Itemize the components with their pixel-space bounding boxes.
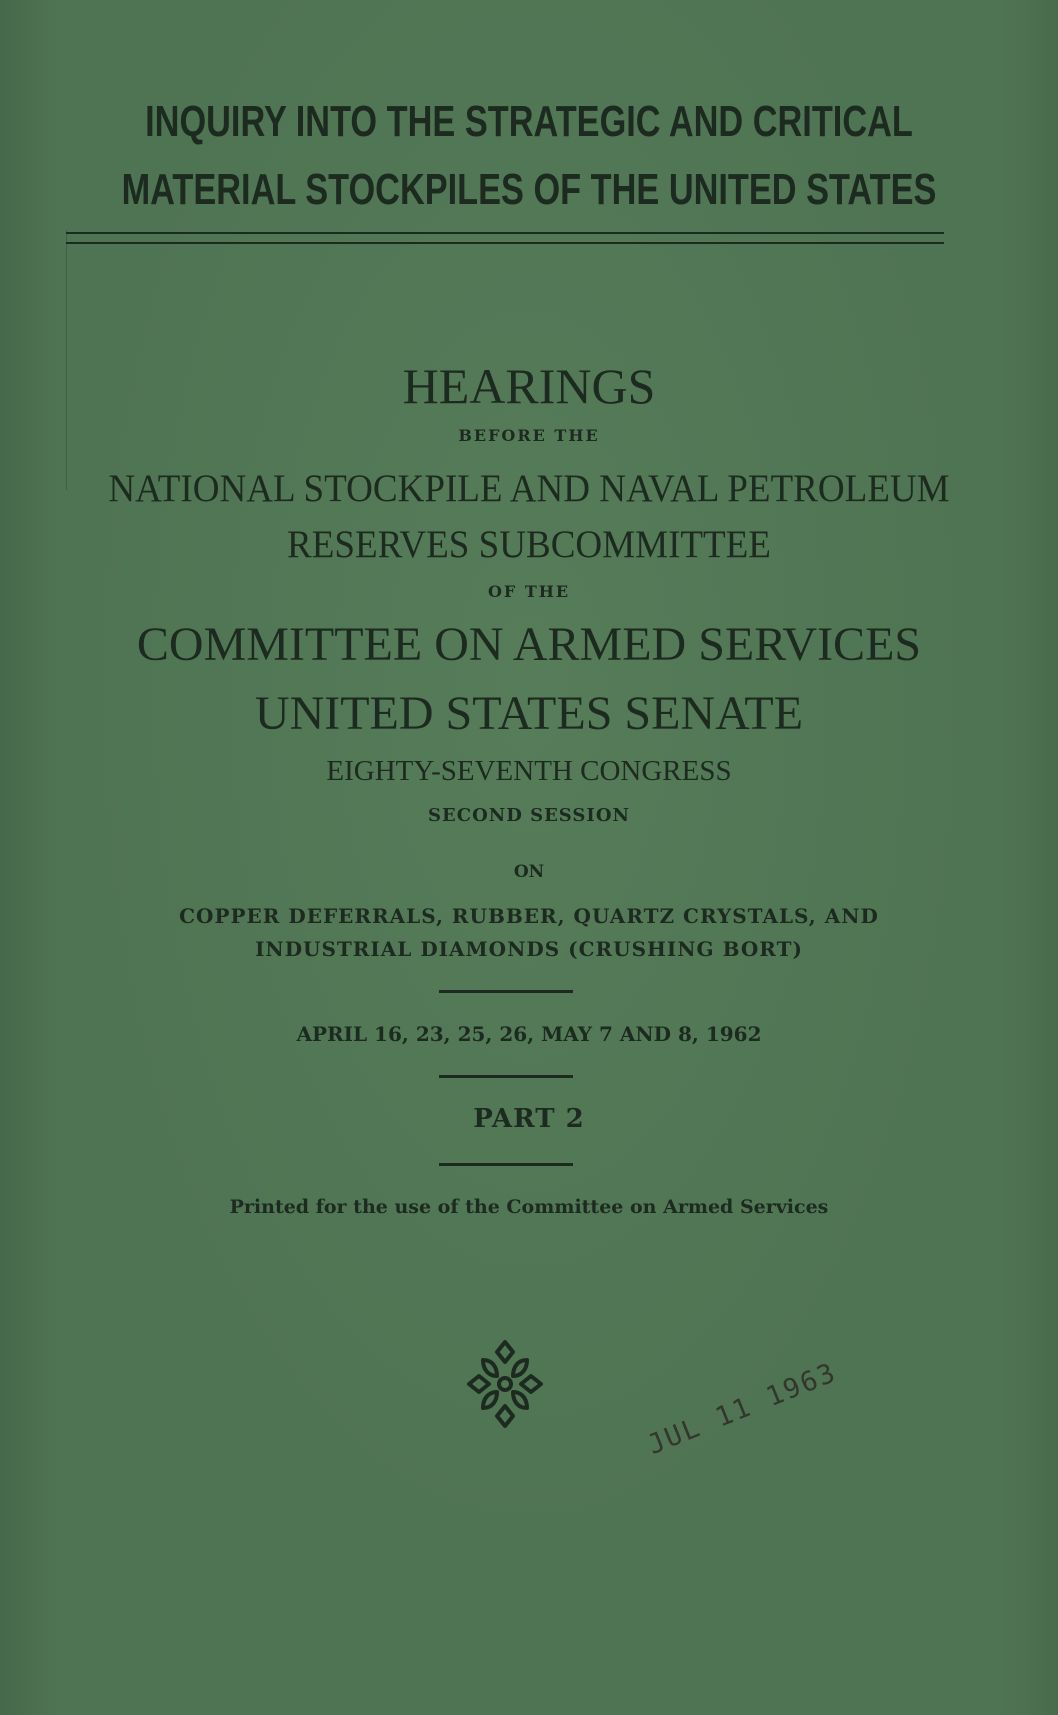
document-title <box>0 88 1058 224</box>
received-date-stamp: JUL 11 1963 <box>643 1357 842 1461</box>
hearing-dates: APRIL 16, 23, 25, 26, MAY 7 AND 8, 1962 <box>296 1022 762 1046</box>
printer-emblem-icon <box>463 1338 547 1430</box>
title-line-2: MATERIAL STOCKPILES OF THE UNITED STATES <box>121 165 937 214</box>
of-the-label: OF THE <box>487 582 571 601</box>
on-label: ON <box>513 862 545 882</box>
printed-for-note: Printed for the use of the Committee on Armed Services <box>229 1196 829 1218</box>
divider-rule <box>439 1075 573 1078</box>
divider-rule <box>439 1163 573 1166</box>
divider-rule <box>439 990 573 993</box>
title-line-1: INQUIRY INTO THE STRATEGIC AND CRITICAL <box>145 97 913 146</box>
committee-line-1: COMMITTEE ON ARMED SERVICES <box>136 618 922 671</box>
title-double-rule <box>66 232 944 244</box>
part-label: PART 2 <box>473 1104 585 1134</box>
subcommittee-line-1: NATIONAL STOCKPILE AND NAVAL PETROLEUM <box>108 467 950 510</box>
committee-line-2: UNITED STATES SENATE <box>254 687 804 740</box>
topic-line-1: COPPER DEFERRALS, RUBBER, QUARTZ CRYSTALS, AND <box>179 904 879 928</box>
topic-line-2: INDUSTRIAL DIAMONDS (CRUSHING BORT) <box>255 937 803 961</box>
congress-label: EIGHTY-SEVENTH CONGRESS <box>326 755 732 787</box>
hearings-heading: HEARINGS <box>402 358 656 414</box>
session-label: SECOND SESSION <box>428 805 630 826</box>
before-the-label: BEFORE THE <box>458 426 600 445</box>
subcommittee-line-2: RESERVES SUBCOMMITTEE <box>287 523 771 566</box>
